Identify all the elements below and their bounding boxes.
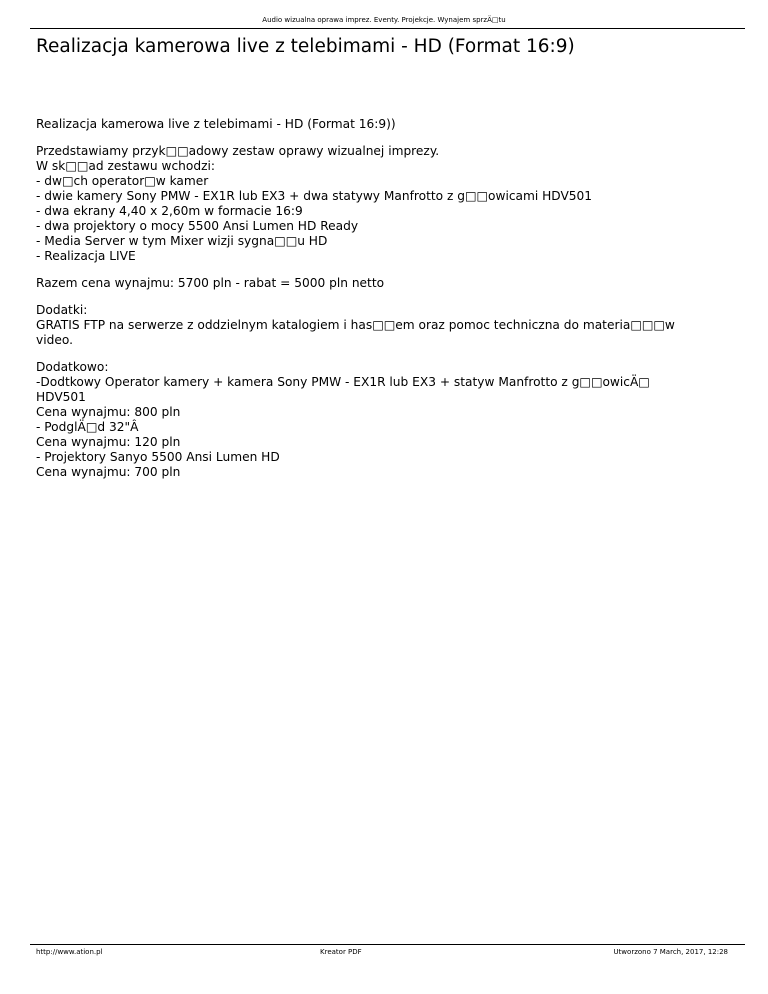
article-body [36, 117, 736, 492]
set-line: - dwie kamery Sony PMW - EX1R lub EX3 + dwa statywy Manfrotto z g□□owicami HDV501 [36, 189, 593, 203]
additional-paragraph [36, 360, 736, 480]
price-paragraph: Razem cena wynajmu: 5700 pln - rabat = 5000 pln netto [36, 276, 385, 290]
footer-divider [30, 944, 745, 945]
set-line: W sk□□ad zestawu wchodzi: [36, 159, 215, 173]
footer-created-date: Utworzono 7 March, 2017, 12:28 [613, 948, 728, 956]
extras-line: Dodatki: [36, 303, 88, 317]
additional-line: Cena wynajmu: 800 pln [36, 405, 181, 419]
extras-line: GRATIS FTP na serwerze z oddzielnym katalogiem i has□□em oraz pomoc techniczna do materia□□□w [36, 318, 675, 332]
footer-creator: Kreator PDF [320, 948, 362, 956]
intro-paragraph: Realizacja kamerowa live z telebimami - HD (Format 16:9)) [36, 117, 396, 131]
set-line: Przedstawiamy przyk□□adowy zestaw oprawy wizualnej imprezy. [36, 144, 440, 158]
footer-url[interactable]: http://www.ation.pl [36, 948, 103, 956]
additional-line: Cena wynajmu: 120 pln [36, 435, 181, 449]
additional-line: - PodglÄ□d 32"Â [36, 420, 139, 434]
additional-line: Dodatkowo: [36, 360, 109, 374]
set-line: - Media Server w tym Mixer wizji sygna□□u HD [36, 234, 328, 248]
header-divider [30, 28, 745, 29]
set-line: - Realizacja LIVE [36, 249, 136, 263]
additional-line: HDV501 [36, 390, 86, 404]
extras-line: video. [36, 333, 73, 347]
site-header: Audio wizualna oprawa imprez. Eventy. Projekcje. Wynajem sprzÄ□tu [262, 16, 506, 24]
set-line: - dwa projektory o mocy 5500 Ansi Lumen HD Ready [36, 219, 359, 233]
page-title: Realizacja kamerowa live z telebimami - HD (Format 16:9) [36, 36, 575, 57]
additional-line: -Dodtkowy Operator kamery + kamera Sony PMW - EX1R lub EX3 + statyw Manfrotto z g□□owicÄ□ [36, 375, 650, 389]
additional-line: - Projektory Sanyo 5500 Ansi Lumen HD [36, 450, 280, 464]
extras-paragraph [36, 303, 736, 348]
set-line: - dw□ch operator□w kamer [36, 174, 209, 188]
set-line: - dwa ekrany 4,40 x 2,60m w formacie 16:9 [36, 204, 303, 218]
additional-line: Cena wynajmu: 700 pln [36, 465, 181, 479]
set-paragraph [36, 144, 736, 264]
